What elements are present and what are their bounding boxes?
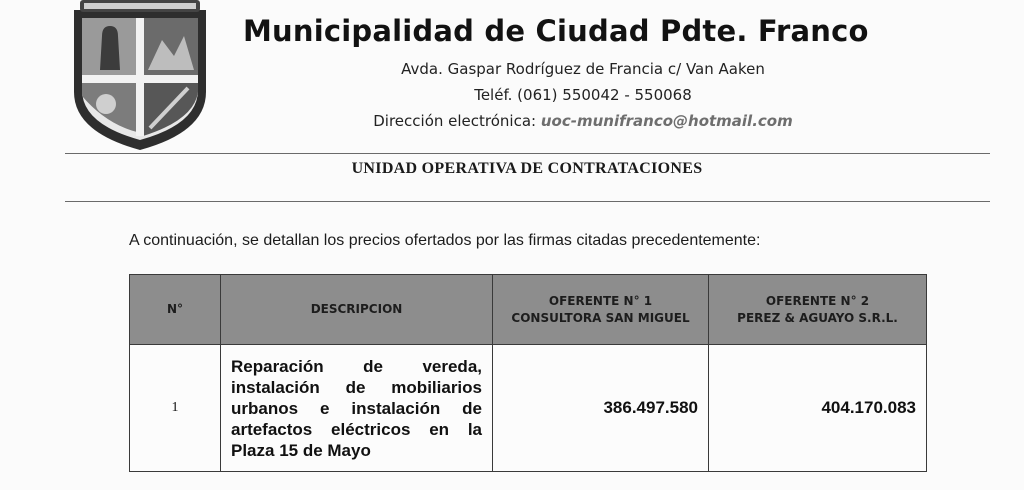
table-header-row bbox=[130, 275, 927, 345]
table-row bbox=[130, 345, 927, 472]
row-number: 1 bbox=[130, 345, 221, 472]
email-label: Dirección electrónica: bbox=[373, 112, 541, 130]
offer2-number: OFERENTE N° 2 bbox=[765, 293, 870, 308]
header-divider-bottom bbox=[65, 201, 990, 202]
unit-title: UNIDAD OPERATIVA DE CONTRATACIONES bbox=[351, 160, 703, 177]
offer1-number: OFERENTE N° 1 bbox=[548, 293, 653, 308]
row-offer2-amount: 404.170.083 bbox=[709, 345, 927, 472]
municipal-crest-logo bbox=[70, 0, 210, 150]
col-description-header: DESCRIPCION bbox=[221, 275, 493, 345]
price-offers-table bbox=[129, 274, 927, 472]
offer1-company: CONSULTORA SAN MIGUEL bbox=[511, 310, 690, 325]
col-offer2-header bbox=[709, 275, 927, 345]
row-description: Reparación de vereda, instalación de mobiliarios urbanos e instalación de artefactos eléctricos en la Plaza 15 de Mayo bbox=[221, 345, 493, 472]
phone-line: Teléf. (061) 550042 - 550068 bbox=[474, 86, 692, 104]
email-line bbox=[243, 112, 923, 130]
offer2-company: PEREZ & AGUAYO S.R.L. bbox=[737, 310, 898, 325]
intro-text: A continuación, se detallan los precios ofertados por las firmas citadas precedentemente: bbox=[129, 232, 761, 249]
address-line: Avda. Gaspar Rodríguez de Francia c/ Van Aaken bbox=[401, 60, 765, 78]
col-offer1-header bbox=[493, 275, 709, 345]
row-offer1-amount: 386.497.580 bbox=[493, 345, 709, 472]
header-divider-top bbox=[65, 153, 990, 154]
organization-name: Municipalidad de Ciudad Pdte. Franco bbox=[243, 14, 869, 48]
email-address: uoc-munifranco@hotmail.com bbox=[540, 112, 793, 130]
col-number-header: N° bbox=[130, 275, 221, 345]
